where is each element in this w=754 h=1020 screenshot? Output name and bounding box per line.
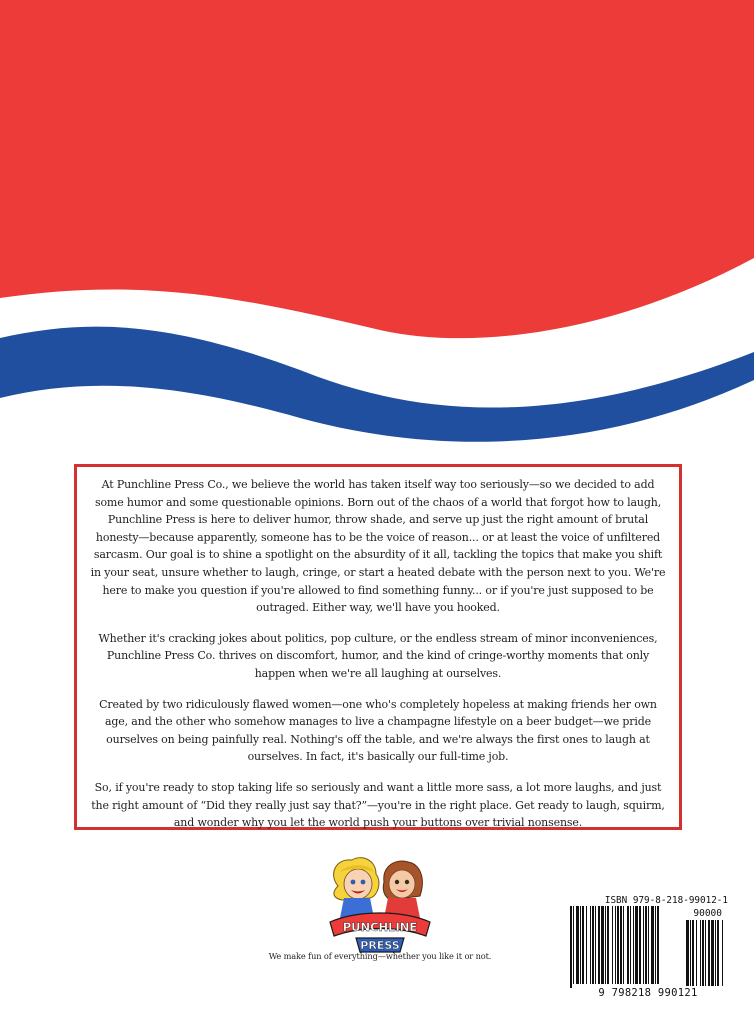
red-top-area (0, 0, 754, 338)
blurb-paragraph-1: At Punchline Press Co., we believe the world has taken itself way too seriously—so we decided to add some humor and some questionable opinions. Born out of the chaos of a world that forgot how to laugh, Punchline Press is here to deliver humor, throw shade, and serve up just the right amount of brutal honesty—because apparently, someone has to be the voice of reason... or at least the voice of unfiltered sarcasm. Our goal is to shine a spotlight on the absurdity of it all, tackling the topics that make you shift in your seat, unsure whether to laugh, cringe, or start a heated debate with the person next to you. We're here to make you question if you're allowed to find something funny... or if you're just supposed to be outraged. Either way, we'll have you hooked. (90, 478, 666, 615)
barcode-number: 9 798218 990121 (598, 987, 698, 999)
blonde-character-icon (334, 858, 379, 918)
blurb-paragraph-3: Created by two ridiculously flawed women—one who's completely hopeless at making friends her own age, and the other who somehow manages to live a champagne lifestyle on a beer budget—we pride ourselves on being painfully real. Nothing's off the table, and we're always the first ones to laugh at ourselves. In fact, it's basically our full-time job. (99, 697, 657, 764)
brunette-character-icon (383, 861, 422, 918)
barcode-price-code: 90000 (693, 908, 722, 919)
blurb-paragraph-4: So, if you're ready to stop taking life so seriously and want a little more sass, a lot more laughs, and just the right amount of “Did they really just say that?”—you're in the right place. Get ready to laugh, squirm, and wonder why you let the world push your buttons over trivial nonsense. (91, 780, 665, 830)
blurb-paragraph-2: Whether it's cracking jokes about politics, pop culture, or the endless stream of minor inconveniences, Punchline Press Co. thrives on discomfort, humor, and the kind of cringe-worthy moments that only happen when we're all laughing at ourselves. (98, 631, 658, 680)
isbn-barcode (568, 895, 728, 1001)
punchline-press-logo (318, 852, 442, 964)
background-wave-graphic (0, 0, 754, 460)
description-box (74, 464, 682, 830)
logo-word-press: PRESS (360, 939, 400, 952)
publisher-tagline: We make fun of everything—whether you like it or not. (268, 951, 492, 961)
logo-wordmark (330, 913, 430, 952)
isbn-label: ISBN 979-8-218-99012-1 (604, 895, 728, 906)
logo-word-punchline: PUNCHLINE (342, 920, 418, 934)
